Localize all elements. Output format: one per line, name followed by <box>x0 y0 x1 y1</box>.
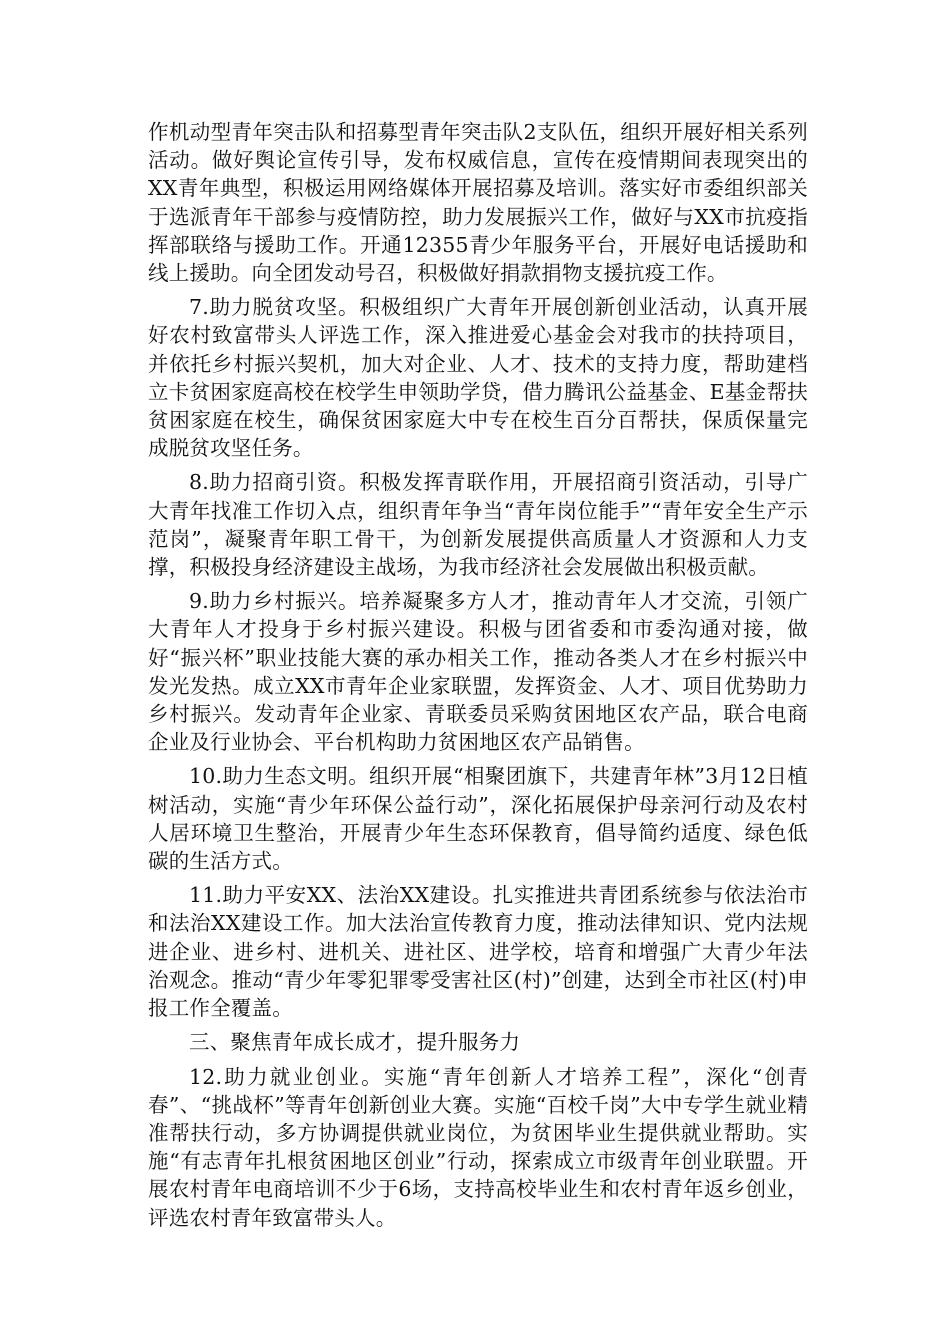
paragraph-item-12: 12.助力就业创业。实施“青年创新人才培养工程”，深化“创青春”、“挑战杯”等青年创新创业大赛。实施“百校千岗”大中专学生就业精准帮扶行动，多方协调提供就业岗位，为贫困毕业生提供就业帮助。实施“有志青年扎根贫困地区创业”行动，探索成立市级青年创业联盟。开展农村青年电商培训不少于6场，支持高校毕业生和农村青年返乡创业，评选农村青年致富带头人。 <box>148 1064 808 1230</box>
paragraph-item-8: 8.助力招商引资。积极发挥青联作用，开展招商引资活动，引导广大青年找准工作切入点，组织青年争当“青年岗位能手”“青年安全生产示范岗”，凝聚青年职工骨干，为创新发展提供高质量人才资源和人力支撑，积极投身经济建设主战场，为我市经济社会发展做出积极贡献。 <box>148 470 808 580</box>
document-page <box>148 118 808 1238</box>
paragraph-item-9: 9.助力乡村振兴。培养凝聚多方人才，推动青年人才交流，引领广大青年人才投身于乡村振兴建设。积极与团省委和市委沟通对接，做好“振兴杯”职业技能大赛的承办相关工作，推动各类人才在乡村振兴中发光发热。成立XX市青年企业家联盟，发挥资金、人才、项目优势助力乡村振兴。发动青年企业家、青联委员采购贫困地区农产品，联合电商企业及行业协会、平台机构助力贫困地区农产品销售。 <box>148 589 808 755</box>
section-heading-3: 三、聚焦青年成长成才，提升服务力 <box>189 1030 521 1055</box>
paragraph-item-10: 10.助力生态文明。组织开展“相聚团旗下，共建青年林”3月12日植树活动，实施“青少年环保公益行动”，深化拓展保护母亲河行动及农村人居环境卫生整治，开展青少年生态环保教育，倡导简约适度、绿色低碳的生活方式。 <box>148 764 808 874</box>
paragraph-continuation: 作机动型青年突击队和招募型青年突击队2支队伍，组织开展好相关系列活动。做好舆论宣传引导，发布权威信息，宣传在疫情期间表现突出的XX青年典型，积极运用网络媒体开展招募及培训。落实好市委组织部关于选派青年干部参与疫情防控，助力发展振兴工作，做好与XX市抗疫指挥部联络与援助工作。开通12355青少年服务平台，开展好电话援助和线上援助。向全团发动号召，积极做好捐款捐物支援抗疫工作。 <box>148 120 808 286</box>
paragraph-item-7: 7.助力脱贫攻坚。积极组织广大青年开展创新创业活动，认真开展好农村致富带头人评选工作，深入推进爱心基金会对我市的扶持项目，并依托乡村振兴契机，加大对企业、人才、技术的支持力度，帮助建档立卡贫困家庭高校在校学生申领助学贷，借力腾讯公益基金、E基金帮扶贫困家庭在校生，确保贫困家庭大中专在校生百分百帮扶，保质保量完成脱贫攻坚任务。 <box>148 295 808 461</box>
paragraph-item-11: 11.助力平安XX、法治XX建设。扎实推进共青团系统参与依法治市和法治XX建设工作。加大法治宣传教育力度，推动法律知识、党内法规进企业、进乡村、进机关、进社区、进学校，培育和增强广大青少年法治观念。推动“青少年零犯罪零受害社区(村)”创建，达到全市社区(村)申报工作全覆盖。 <box>148 883 808 1021</box>
